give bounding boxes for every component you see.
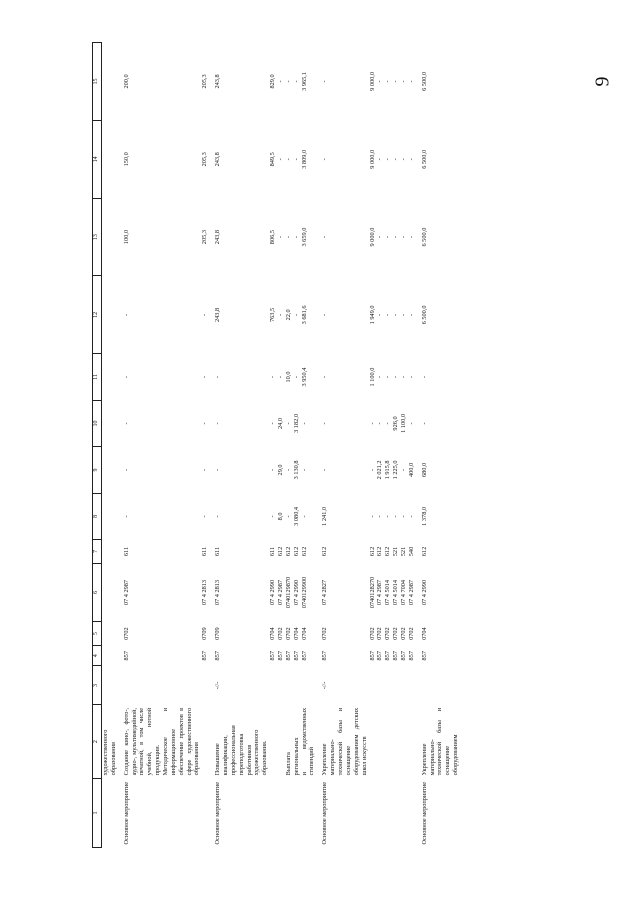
- table-cell: -: [284, 80, 292, 83]
- table-cell: -: [384, 515, 392, 518]
- table-cell: 0740129870: [284, 576, 292, 609]
- table-cell: Повышение квалификации, профессиональная переподготовка работников художественного образования.: [214, 725, 269, 776]
- table-cell: -: [201, 422, 209, 425]
- table-cell: [102, 276, 118, 354]
- table-cell: -: [407, 236, 415, 239]
- table-cell: [293, 666, 301, 705]
- table-cell: 611: [122, 546, 130, 557]
- column-header-8: 8: [93, 493, 102, 539]
- table-cell: -: [376, 80, 384, 83]
- table-cell: 0702: [376, 627, 384, 640]
- table-cell: -: [122, 422, 130, 425]
- table-row: [102, 43, 118, 848]
- table-cell: -: [420, 375, 428, 379]
- table-cell: 6 500,0: [420, 149, 428, 169]
- table-cell: 29,0: [277, 464, 285, 476]
- table-cell: 0702: [122, 627, 130, 640]
- table-cell: -: [321, 158, 329, 161]
- table-cell: 0704: [269, 627, 277, 640]
- table-cell: 0709: [201, 627, 209, 640]
- table-cell: [369, 705, 377, 778]
- table-cell: [269, 705, 277, 778]
- table-cell: 1 949,0: [368, 305, 376, 325]
- table-cell: [416, 666, 460, 705]
- budget-table: [92, 42, 460, 848]
- column-header-1: 1: [93, 778, 102, 847]
- table-cell: -: [214, 375, 222, 379]
- table-cell: -: [407, 158, 415, 161]
- table-cell: -: [376, 158, 384, 161]
- table-cell: 3 130,8: [292, 460, 300, 480]
- table-cell: и ведомственных стипендий: [300, 707, 316, 776]
- table-cell: [293, 778, 301, 847]
- table-cell: -: [277, 375, 285, 379]
- table-cell: [285, 666, 293, 705]
- table-cell: 680,0: [420, 462, 428, 478]
- table-cell: [269, 778, 277, 847]
- table-cell: [392, 705, 400, 778]
- table-cell: -: [392, 313, 400, 316]
- table-cell: -: [122, 313, 130, 316]
- table-cell: -: [399, 313, 407, 316]
- table-cell: 857: [399, 651, 407, 661]
- table-row: [416, 43, 460, 848]
- table-cell: 07 4 2987: [376, 579, 384, 606]
- table-cell: [102, 540, 118, 564]
- table-cell: 857: [407, 651, 415, 661]
- column-header-7: 7: [93, 540, 102, 564]
- table-cell: 3 950,4: [300, 367, 308, 387]
- table-cell: [277, 778, 285, 847]
- table-cell: [102, 645, 118, 666]
- table-cell: 8,0: [277, 512, 285, 521]
- table-cell: -: [284, 422, 292, 425]
- table-cell: 857: [277, 651, 285, 661]
- table-cell: 857: [420, 651, 428, 661]
- table-cell: -//-: [214, 681, 222, 690]
- table-cell: -: [321, 375, 329, 379]
- table-cell: -: [392, 158, 400, 161]
- table-cell: -: [392, 375, 400, 379]
- table-row: [392, 43, 400, 848]
- table-cell: -: [407, 422, 415, 425]
- table-cell: 22,0: [284, 309, 292, 321]
- rotated-page-content: [92, 42, 512, 848]
- table-cell: 9 000,0: [368, 227, 376, 247]
- table-cell: [376, 666, 384, 705]
- table-cell: 6 500,0: [420, 227, 428, 247]
- table-cell: 3 182,0: [292, 414, 300, 433]
- table-cell: Создание кино-, фото-, аудио-, мультимедийной, печатной, в том числе учебной, нотной продукции. Методическое и информационное обеспечение проектов в сфере художественного образования: [122, 707, 201, 776]
- table-cell: 1 100,0: [399, 414, 407, 433]
- table-cell: 611: [269, 546, 277, 557]
- table-cell: [102, 778, 118, 847]
- column-header-15: 15: [93, 43, 102, 121]
- table-cell: -: [384, 236, 392, 239]
- table-cell: [102, 447, 118, 493]
- table-cell: 205,3: [201, 230, 209, 245]
- table-cell: художественного образования: [102, 729, 117, 776]
- table-cell: -: [368, 468, 376, 471]
- table-cell: [408, 705, 416, 778]
- table-cell: -: [269, 375, 277, 379]
- table-cell: 3 809,0: [300, 149, 308, 169]
- table-cell: -: [292, 158, 300, 161]
- table-cell: [102, 43, 118, 121]
- table-cell: -: [376, 515, 384, 518]
- table-cell: -: [376, 375, 384, 379]
- column-header-2: 2: [93, 705, 102, 778]
- table-cell: 205,3: [201, 152, 209, 167]
- table-cell: 612: [277, 546, 285, 557]
- table-cell: -: [321, 468, 329, 471]
- table-row: [316, 43, 368, 848]
- table-cell: -: [321, 422, 329, 425]
- table-cell: [269, 666, 277, 705]
- table-cell: 9 000,0: [368, 149, 376, 169]
- table-cell: 521: [392, 546, 400, 557]
- table-cell: -: [399, 80, 407, 83]
- table-cell: 0702: [368, 627, 376, 640]
- table-cell: -: [214, 468, 222, 471]
- table-cell: 0709: [214, 627, 222, 640]
- table-cell: -: [277, 236, 285, 239]
- table-cell: 6 500,0: [420, 305, 428, 325]
- table-cell: -: [284, 158, 292, 161]
- table-cell: 150,0: [122, 152, 130, 167]
- table-cell: -: [201, 515, 209, 518]
- table-cell: [384, 666, 392, 705]
- column-header-11: 11: [93, 354, 102, 400]
- table-cell: 2 021,2: [376, 460, 384, 480]
- table-cell: 0740128270: [368, 576, 376, 609]
- table-cell: -: [201, 375, 209, 379]
- table-row: [285, 43, 293, 848]
- table-cell: 540: [407, 546, 415, 557]
- table-cell: -: [399, 515, 407, 518]
- table-cell: 806,5: [269, 230, 277, 245]
- table-cell: 9 000,0: [368, 72, 376, 91]
- table-cell: -: [376, 313, 384, 316]
- table-cell: [102, 354, 118, 400]
- table-cell: [400, 666, 408, 705]
- table-cell: [400, 778, 408, 847]
- column-header-12: 12: [93, 276, 102, 354]
- table-cell: -: [407, 375, 415, 379]
- table-cell: [285, 778, 293, 847]
- table-cell: [102, 563, 118, 621]
- table-cell: 200,0: [122, 74, 130, 89]
- table-cell: 857: [292, 651, 300, 661]
- table-cell: -: [392, 236, 400, 239]
- table-cell: Выплата: [284, 752, 292, 776]
- table-cell: 612: [292, 546, 300, 557]
- table-cell: -: [407, 313, 415, 316]
- table-cell: [102, 493, 118, 539]
- table-cell: 612: [420, 546, 428, 557]
- table-cell: [277, 666, 285, 705]
- table-cell: -: [284, 236, 292, 239]
- table-cell: -: [122, 468, 130, 471]
- table-row: [293, 43, 301, 848]
- table-cell: [384, 778, 392, 847]
- table-cell: 0702: [407, 627, 415, 640]
- table-cell: 07 4 5014: [384, 579, 392, 606]
- table-cell: -: [292, 375, 300, 379]
- table-cell: [102, 622, 118, 646]
- table-cell: -: [384, 158, 392, 161]
- table-cell: -: [392, 80, 400, 83]
- column-header-6: 6: [93, 563, 102, 621]
- table-cell: [301, 666, 317, 705]
- table-cell: [369, 666, 377, 705]
- table-cell: 07 4 2813: [214, 579, 222, 606]
- table-cell: Основное мероприятие: [122, 781, 130, 845]
- table-cell: 07 4 5014: [392, 579, 400, 606]
- table-cell: 07 4 2987: [122, 579, 130, 606]
- table-cell: -: [269, 422, 277, 425]
- table-cell: 612: [368, 546, 376, 557]
- table-cell: -: [376, 236, 384, 239]
- table-cell: 0702: [384, 627, 392, 640]
- table-cell: -: [284, 468, 292, 471]
- table-cell: 07 4 2813: [201, 579, 209, 606]
- table-row: [369, 43, 377, 848]
- table-cell: 829,0: [269, 74, 277, 89]
- table-row: [408, 43, 416, 848]
- table-cell: -: [368, 515, 376, 518]
- table-cell: региональных: [292, 737, 300, 776]
- table-cell: 611: [214, 546, 222, 557]
- table-cell: -: [384, 375, 392, 379]
- column-header-3: 3: [93, 666, 102, 705]
- table-cell: 07 4 2827: [321, 579, 329, 606]
- table-cell: -: [384, 422, 392, 425]
- table-cell: 243,8: [214, 307, 222, 322]
- table-cell: 857: [300, 651, 308, 661]
- table-cell: -: [420, 422, 428, 425]
- table-row: [277, 43, 285, 848]
- table-cell: -: [292, 236, 300, 239]
- table-cell: 0702: [399, 627, 407, 640]
- table-cell: [400, 705, 408, 778]
- table-cell: [201, 666, 209, 705]
- column-header-4: 4: [93, 645, 102, 666]
- table-cell: Основное мероприятие: [420, 781, 428, 845]
- table-cell: 857: [392, 651, 400, 661]
- column-header-14: 14: [93, 120, 102, 198]
- table-cell: 243,8: [214, 74, 222, 89]
- table-row: [209, 43, 269, 848]
- table-cell: -: [300, 422, 308, 425]
- table-cell: 1 241,0: [321, 506, 329, 526]
- table-cell: -: [201, 468, 209, 471]
- table-cell: -: [407, 515, 415, 518]
- table-cell: 07 4 2990: [420, 579, 428, 606]
- table-cell: [118, 666, 202, 705]
- table-cell: 857: [368, 651, 376, 661]
- table-cell: -: [399, 236, 407, 239]
- table-cell: -: [321, 313, 329, 316]
- table-cell: 3 681,6: [300, 305, 308, 325]
- table-cell: 0702: [277, 627, 285, 640]
- table-cell: Укрепление материально-технической базы и оснащение оборудованием детских школ искусств: [321, 707, 368, 776]
- table-cell: [102, 198, 118, 276]
- table-cell: -: [214, 515, 222, 518]
- table-cell: 1 225,0: [392, 460, 400, 480]
- table-cell: 243,8: [214, 230, 222, 245]
- table-cell: -: [407, 80, 415, 83]
- table-cell: 07 4 7004: [399, 579, 407, 606]
- column-header-5: 5: [93, 622, 102, 646]
- table-cell: -: [399, 468, 407, 471]
- table-cell: 0702: [284, 627, 292, 640]
- table-cell: [376, 705, 384, 778]
- table-row: [400, 43, 408, 848]
- table-cell: [102, 120, 118, 198]
- table-cell: -: [368, 422, 376, 425]
- table-cell: -: [277, 158, 285, 161]
- table-cell: [201, 705, 209, 778]
- table-cell: -: [300, 468, 308, 471]
- table-cell: -: [292, 313, 300, 316]
- table-cell: [102, 400, 118, 446]
- table-cell: -: [376, 422, 384, 425]
- table-cell: [201, 778, 209, 847]
- table-cell: 612: [321, 546, 329, 557]
- table-cell: 0740129900: [300, 576, 308, 609]
- table-cell: -: [269, 515, 277, 518]
- table-cell: 0702: [321, 627, 329, 640]
- table-cell: 849,5: [269, 152, 277, 167]
- table-cell: 3 080,4: [292, 506, 300, 526]
- table-cell: 24,0: [277, 417, 285, 429]
- table-cell: 6 500,0: [420, 72, 428, 91]
- table-cell: -: [292, 80, 300, 83]
- table-row: [384, 43, 392, 848]
- table-cell: 521: [399, 546, 407, 557]
- table-row: [269, 43, 277, 848]
- table-cell: 0704: [300, 627, 308, 640]
- table-cell: 1 915,8: [384, 460, 392, 480]
- table-cell: -: [284, 515, 292, 518]
- table-cell: -: [399, 375, 407, 379]
- table-cell: 612: [376, 546, 384, 557]
- column-header-9: 9: [93, 447, 102, 493]
- table-cell: 857: [201, 651, 209, 661]
- table-cell: [277, 705, 285, 778]
- table-header: [93, 43, 102, 848]
- table-cell: [376, 778, 384, 847]
- table-cell: [384, 705, 392, 778]
- table-cell: 0702: [392, 627, 400, 640]
- table-cell: -: [392, 515, 400, 518]
- table-cell: -: [384, 80, 392, 83]
- table-cell: [301, 778, 317, 847]
- table-cell: 3 659,0: [300, 227, 308, 247]
- table-cell: 612: [300, 546, 308, 557]
- table-cell: -: [321, 80, 329, 83]
- table-cell: 243,8: [214, 152, 222, 167]
- column-header-10: 10: [93, 400, 102, 446]
- table-body: [102, 43, 460, 848]
- table-cell: 07 4 2987: [277, 579, 285, 606]
- table-cell: -: [122, 515, 130, 518]
- table-cell: 205,3: [201, 74, 209, 89]
- table-cell: 857: [269, 651, 277, 661]
- table-cell: -: [122, 375, 130, 379]
- table-cell: 763,5: [269, 307, 277, 322]
- table-cell: -: [269, 468, 277, 471]
- table-cell: -: [277, 313, 285, 316]
- table-cell: 10,0: [284, 371, 292, 383]
- table-cell: 857: [284, 651, 292, 661]
- table-cell: 857: [376, 651, 384, 661]
- table-cell: 857: [214, 651, 222, 661]
- table-cell: 857: [122, 651, 130, 661]
- table-cell: 0704: [420, 627, 428, 640]
- table-cell: 07 4 2990: [292, 579, 300, 606]
- table-row: [118, 43, 202, 848]
- table-cell: -: [384, 313, 392, 316]
- table-cell: 926,0: [392, 416, 400, 431]
- table-cell: 1 100,0: [368, 367, 376, 387]
- table-cell: -: [277, 80, 285, 83]
- table-cell: 612: [284, 546, 292, 557]
- table-cell: -: [201, 313, 209, 316]
- table-row: [201, 43, 209, 848]
- table-cell: -: [399, 158, 407, 161]
- table-cell: -: [300, 515, 308, 518]
- table-cell: [102, 666, 118, 705]
- table-cell: [392, 666, 400, 705]
- table-cell: 857: [384, 651, 392, 661]
- table-cell: Укрепление материально-технической базы и оснащение оборудованием: [420, 707, 460, 776]
- table-cell: -: [321, 236, 329, 239]
- table-row: [376, 43, 384, 848]
- table-cell: 612: [384, 546, 392, 557]
- table-cell: 0704: [292, 627, 300, 640]
- table-cell: 400,0: [407, 462, 415, 478]
- table-cell: 100,0: [122, 230, 130, 245]
- table-cell: [408, 778, 416, 847]
- table-row: [301, 43, 317, 848]
- table-cell: -: [214, 422, 222, 425]
- table-cell: 07 4 2990: [269, 579, 277, 606]
- page-number: 9: [591, 76, 614, 87]
- table-cell: [408, 666, 416, 705]
- table-cell: Основное мероприятие: [214, 781, 222, 845]
- table-cell: 1 378,0: [420, 506, 428, 526]
- table-cell: 07 4 2987: [407, 579, 415, 606]
- table-cell: [369, 778, 377, 847]
- table-cell: -//-: [321, 681, 329, 690]
- table-cell: [392, 778, 400, 847]
- table-cell: 3 965,1: [300, 72, 308, 91]
- column-header-13: 13: [93, 198, 102, 276]
- table-cell: Основное мероприятие: [321, 781, 329, 845]
- table-cell: 857: [321, 651, 329, 661]
- table-cell: 611: [201, 546, 209, 557]
